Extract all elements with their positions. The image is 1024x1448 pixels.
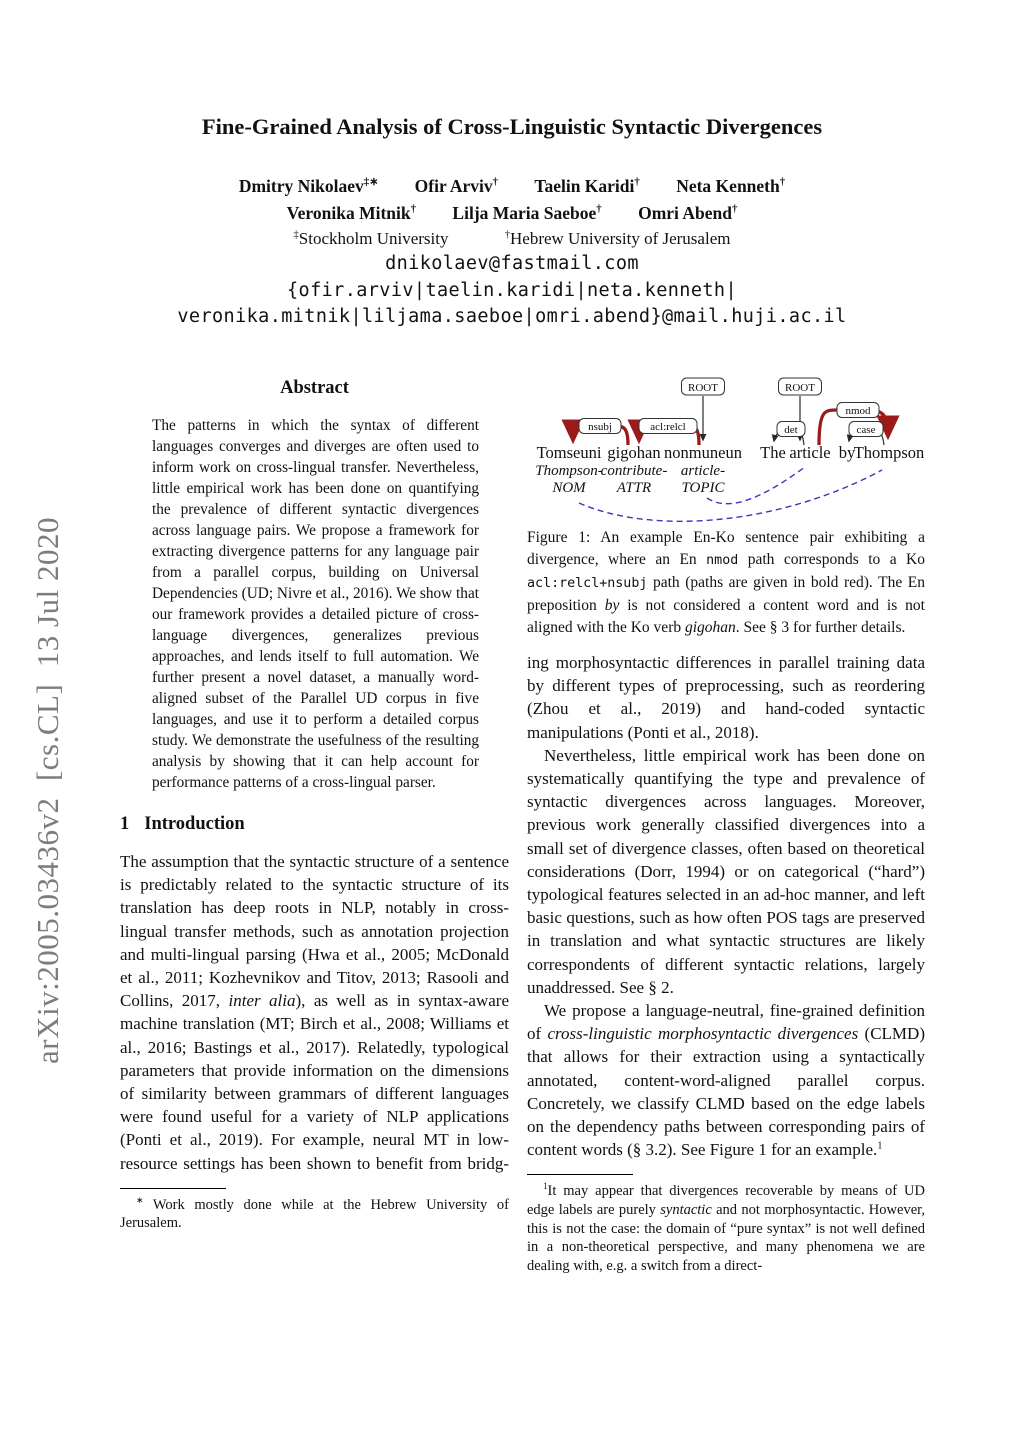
author-affil-mark: † [779, 176, 786, 189]
nsubj-label: nsubj [588, 421, 612, 433]
author-affil-mark: † [410, 203, 417, 216]
det-label: det [784, 424, 798, 436]
section-number: 1 [120, 814, 130, 834]
right-column [527, 372, 925, 1275]
author-affil-mark: ‡∗ [363, 176, 379, 189]
author-name: Ofir Arviv [414, 176, 493, 196]
ko-gloss: article- [680, 463, 726, 479]
author-name: Veronika Mitnik [286, 203, 411, 223]
author [676, 176, 785, 197]
author [415, 176, 498, 197]
ko-word: Tomseuni [536, 443, 602, 462]
ko-gloss: TOPIC [681, 480, 725, 496]
abstract-heading: Abstract [280, 378, 349, 398]
en-word: Thompson [853, 443, 925, 462]
author [452, 203, 601, 224]
author-name: Omri Abend [638, 203, 732, 223]
body-paragraph: Nevertheless, little empirical work has been done on systematically quantifying the type and prevalence of syntactic divergences across languages. Moreover, previous work generally classified divergences into a small set of divergence classes, often based on theoretical considerations (Dorr, 1994) or on categorical (“hard”) typological features selected in an ad-hoc manner, and left basic questions, such as how often POS tags are preserved in translation and what syntactic structures are likely correspondents of different syntactic relations, largely unaddressed. See § 2. [527, 745, 925, 997]
left-column [120, 376, 509, 1233]
author-affil-mark: † [731, 203, 738, 216]
section-title: Introduction [144, 814, 245, 834]
author [638, 203, 737, 224]
ko-gloss: NOM [552, 480, 586, 496]
en-word: article [789, 443, 831, 462]
ko-gloss: ATTR [616, 480, 652, 496]
section-heading-introduction [120, 814, 509, 835]
author-name: Dmitry Nikolaev [238, 176, 364, 196]
footnote-affiliation-note: ∗ Work mostly done while at the Hebrew University of Jerusalem. [120, 1195, 509, 1232]
footnote-rule [120, 1188, 226, 1189]
footnote-1: $^1$It may appear that divergences recoverable by means of UD edge labels are purely syntactic and not morphosyntactic. However, this is not the case: the domain of “pure syntax” is not well defined in a non-theoretical perspective, and many phenomena we are dealing with, e.g. a switch from a direct- [527, 1181, 925, 1274]
ko-word: nonmuneun [664, 443, 742, 462]
root-label: ROOT [785, 382, 815, 394]
affiliation [505, 229, 731, 249]
ko-gloss: contribute- [600, 463, 668, 479]
affil-mark: ‡ [293, 229, 299, 241]
author-affil-mark: † [596, 203, 602, 216]
author [239, 176, 378, 197]
affil-name: Stockholm University [298, 229, 449, 248]
ko-word: gigohan [607, 443, 661, 462]
author-name: Taelin Karidi [534, 176, 635, 196]
figure-caption: Figure 1: An example En-Ko sentence pair exhibiting a divergence, where an En nmod path corresponds to a Ko acl:relcl+nsubj path (paths are given in bold red). The En preposition by is not considered a content word and is not aligned with the Ko verb gigohan. See § 3 for further details. [527, 529, 926, 636]
author-name: Lilja Maria Saeboe [452, 203, 597, 223]
root-label: ROOT [688, 382, 718, 394]
arxiv-watermark: arXiv:2005.03436v2 [cs.CL] 13 Jul 2020 [30, 517, 65, 1064]
email-line: {ofir.arviv|taelin.karidi|neta.kenneth| [287, 280, 737, 301]
author [534, 176, 639, 197]
affiliation [294, 229, 449, 249]
ko-gloss: Thompson- [535, 463, 603, 479]
email-line: dnikolaev@fastmail.com [385, 253, 639, 274]
author-affil-mark: † [634, 176, 640, 189]
affil-mark: † [504, 229, 510, 241]
dependency-tree-figure [527, 372, 927, 522]
en-word: The [760, 443, 786, 462]
authors-line-1 [0, 176, 1024, 197]
affiliations [0, 229, 1024, 249]
author-name: Neta Kenneth [676, 176, 780, 196]
page-title: Fine-Grained Analysis of Cross-Linguistic Syntactic Divergences [201, 114, 823, 139]
author [287, 203, 416, 224]
abstract-text: The patterns in which the syntax of different languages converges and diverges are often used to inform work on cross-lingual transfer. Nevertheless, little empirical work has been done on quantifying the prevalence of different syntactic divergences across language pairs. We propose a framework for extracting divergence patterns for any language pair from a parallel corpus, building on Universal Dependencies (UD; Nivre et al., 2016). We show that our framework provides a detailed picture of cross-language divergences, generalizes previous approaches, and lends itself to full automation. We further present a novel dataset, a manually word-aligned subset of the Parallel UD corpus in five languages, and use it to perform a detailed corpus study. We demonstrate the usefulness of the resulting analysis by showing that it can help account for performance patterns of a cross-lingual parser. [152, 417, 479, 791]
body-paragraph: ing morphosyntactic differences in parallel training data by different types of preprocessing, such as reordering (Zhou et al., 2019) and hand-coded syntactic manipulations (Ponti et al., 2018). [527, 653, 925, 742]
intro-paragraph: The assumption that the syntactic structure of a sentence is predictably related to the syntactic structure of its translation has deep roots in NLP, notably in cross-lingual transfer methods, such as annotation projection and multi-lingual parsing (Hwa et al., 2005; McDonald et al., 2011; Kozhevnikov and Titov, 2013; Rasooli and Collins, 2017, inter alia), as well as in syntax-aware machine translation (MT; Birch et al., 2008; Williams et al., 2016; Bastings et al., 2017). Relatedly, typological parameters that provide information on the dimensions of similarity between grammars of different languages were found useful for a variety of NLP applications (Ponti et al., 2019). For example, neural MT in low-resource settings has been shown to benefit from bridg- [120, 852, 510, 1173]
email-line: veronika.mitnik|liljama.saeboe|omri.abend}@mail.huji.ac.il [177, 306, 847, 327]
case-label: case [856, 424, 876, 436]
footnote-rule [527, 1174, 633, 1175]
author-affil-mark: † [492, 176, 499, 189]
en-word: by [838, 443, 856, 462]
acl-relcl-label: acl:relcl [650, 421, 686, 433]
affil-name: Hebrew University of Jerusalem [510, 229, 731, 248]
nmod-label: nmod [845, 405, 871, 417]
authors-line-2 [0, 203, 1024, 224]
figure-1 [527, 372, 927, 522]
body-paragraph: We propose a language-neutral, fine-grained definition of cross-linguistic morphosyntactic divergences (CLMD) that allows for their extraction using a syntactically annotated, content-word-aligned parallel corpus. Concretely, we classify CLMD based on the edge labels on the dependency paths between corresponding pairs of content words (§ 3.2). See Figure 1 for an example.$^1$ [527, 1001, 925, 1160]
